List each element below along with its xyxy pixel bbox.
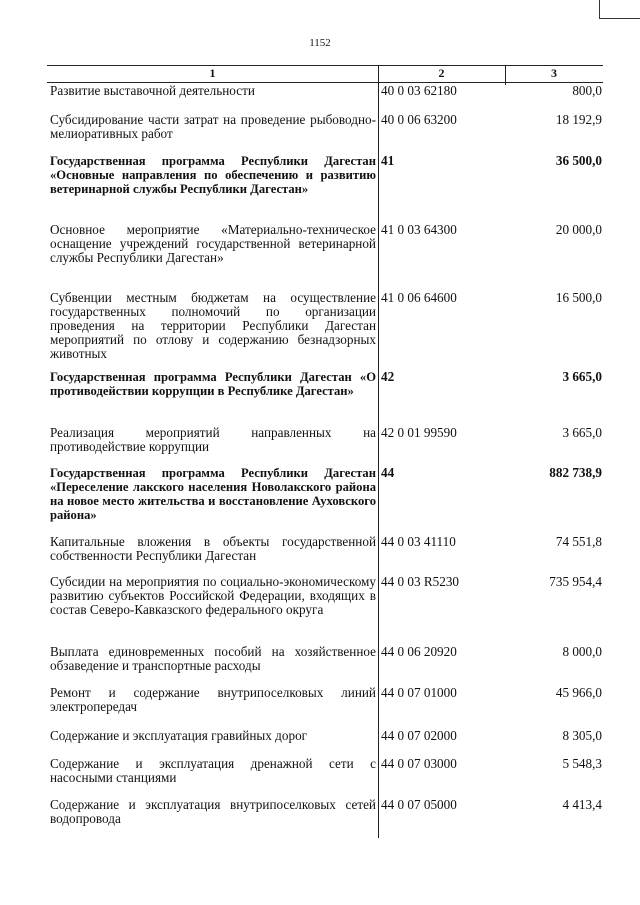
column-divider-1 [378,65,379,838]
row-amount: 8 000,0 [562,644,602,659]
row-code: 42 [381,369,395,384]
row-amount: 8 305,0 [562,728,602,743]
row-amount: 36 500,0 [555,153,602,168]
row-amount: 4 413,4 [562,797,602,812]
row-amount: 74 551,8 [555,534,602,549]
column-header-1: 1 [209,66,216,80]
row-code: 44 0 07 03000 [381,756,457,771]
row-code: 40 0 06 63200 [381,112,457,127]
scan-corner-mark [599,0,640,19]
column-header-2: 2 [438,66,445,80]
row-code: 44 0 03 41110 [381,534,456,549]
row-name: Содержание и эксплуатация дренажной сети с насосными станциями [50,756,376,785]
row-name: Основное мероприятие «Материально-техническое оснащение учреждений государственной ветеринарной службы Республики Дагестан» [50,222,376,265]
row-amount: 16 500,0 [555,290,602,305]
row-name: Государственная программа Республики Дагестан «О противодействии коррупции в Республике Дагестан» [50,370,376,398]
row-amount: 5 548,3 [562,756,602,771]
row-code: 44 0 07 05000 [381,797,457,812]
row-amount: 735 954,4 [549,574,602,589]
row-name: Субвенции местным бюджетам на осуществление государственных полномочий по организации проведения на территории Республики Дагестан мероприятий по отлову и содержанию безнадзорных животных [50,290,376,361]
row-code: 44 0 07 02000 [381,728,457,743]
row-code: 41 0 03 64300 [381,222,457,237]
row-code: 40 0 03 62180 [381,83,457,98]
row-name: Субсидирование части затрат на проведение рыбоводно-мелиоративных работ [50,112,376,141]
row-amount: 3 665,0 [562,369,602,384]
row-code: 41 [381,153,395,168]
row-amount: 882 738,9 [549,465,602,480]
row-name: Содержание и эксплуатация внутрипоселковых сетей водопровода [50,797,376,826]
row-name: Развитие выставочной деятельности [50,83,255,98]
column-header-3: 3 [551,66,557,80]
row-name: Ремонт и содержание внутрипоселковых линий электропередач [50,685,376,714]
row-name: Капитальные вложения в объекты государственной собственности Республики Дагестан [50,534,376,563]
row-code: 44 0 07 01000 [381,685,457,700]
row-name: Государственная программа Республики Дагестан «Основные направления по обеспечению и развитию ветеринарной службы Республики Дагестан» [50,154,376,196]
row-name: Реализация мероприятий направленных на противодействие коррупции [50,425,376,454]
page-number: 1152 [309,37,331,49]
row-name: Выплата единовременных пособий на хозяйственное обзаведение и транспортные расходы [50,644,376,673]
row-amount: 18 192,9 [555,112,602,127]
row-code: 44 0 06 20920 [381,644,457,659]
row-code: 44 [381,465,395,480]
row-amount: 45 966,0 [555,685,602,700]
row-amount: 3 665,0 [562,425,602,440]
row-code: 42 0 01 99590 [381,425,457,440]
row-name: Содержание и эксплуатация гравийных дорог [50,728,308,743]
row-name: Субсидии на мероприятия по социально-экономическому развитию субъектов Российской Федерации, входящих в состав Северо-Кавказского федерального округа [50,574,376,617]
row-code: 44 0 03 R5230 [381,574,460,589]
row-name: Государственная программа Республики Дагестан «Переселение лакского населения Новолакского района на новое место жительства и восстановление Ауховского района» [50,466,376,522]
row-amount: 800,0 [572,83,602,98]
row-code: 41 0 06 64600 [381,290,457,305]
row-amount: 20 000,0 [555,222,602,237]
